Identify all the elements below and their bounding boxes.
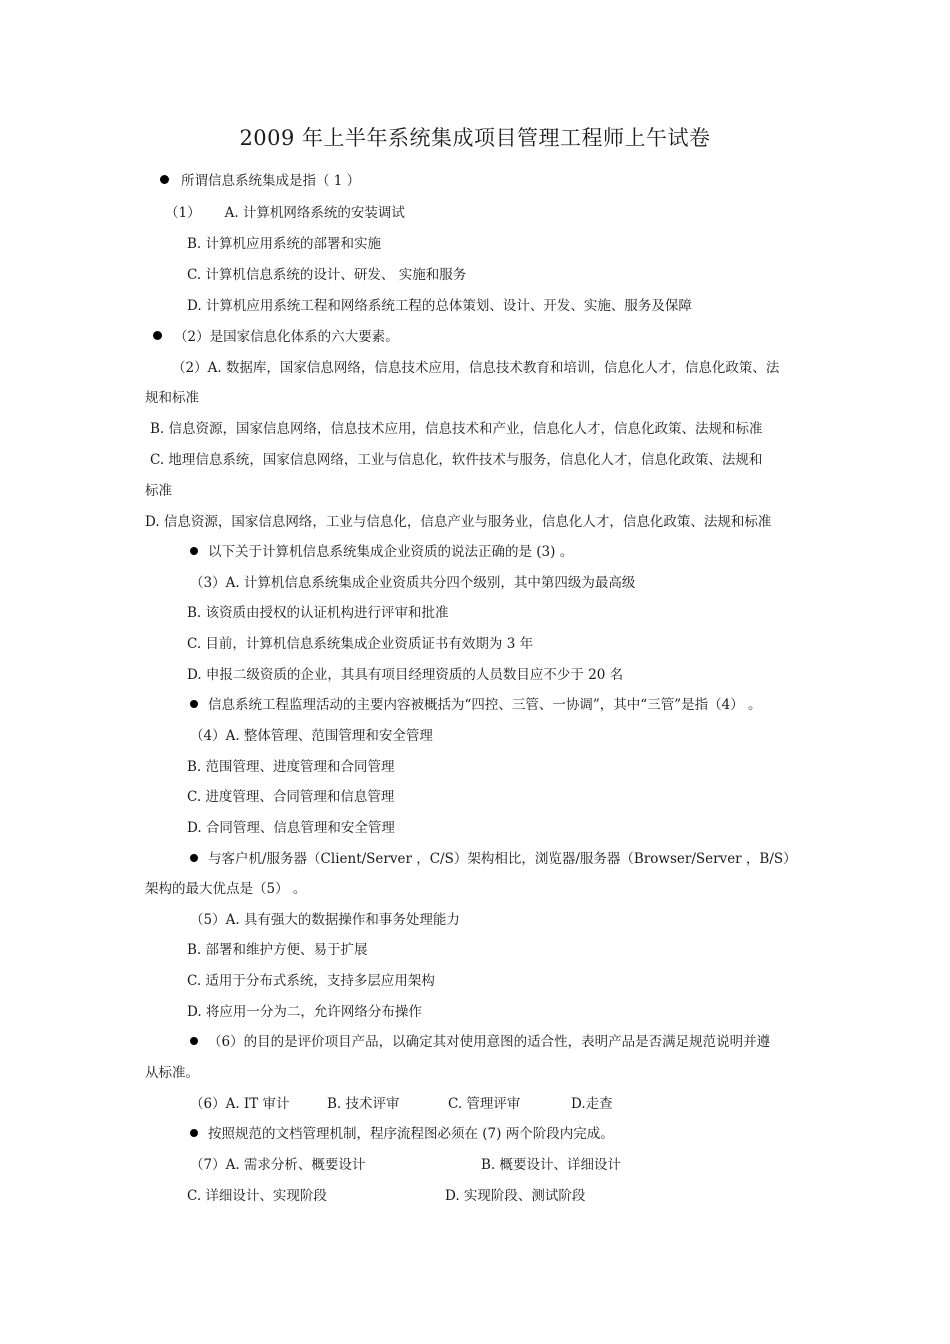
option-6d: D.走查	[571, 1096, 613, 1112]
option-5b: B. 部署和维护方便、易于扩展	[187, 942, 368, 958]
bullet-icon	[190, 547, 198, 555]
option-2c: C. 地理信息系统，国家信息网络，工业与信息化，软件技术与服务，信息化人才，信息化政策、法规和	[150, 452, 763, 468]
option-4c: C. 进度管理、合同管理和信息管理	[187, 789, 395, 805]
option-2a-cont: 规和标准	[145, 390, 199, 406]
option-2c-cont: 标准	[145, 483, 172, 499]
option-2b: B. 信息资源，国家信息网络，信息技术应用，信息技术和产业，信息化人才，信息化政策、法规和标准	[150, 421, 763, 437]
question-4	[190, 695, 762, 715]
option-1d: D. 计算机应用系统工程和网络系统工程的总体策划、设计、开发、实施、服务及保障	[187, 298, 692, 314]
bullet-icon	[190, 854, 198, 862]
question-2-text: （2）是国家信息化体系的六大要素。	[174, 329, 399, 345]
option-1a	[165, 203, 405, 223]
option-7d: D. 实现阶段、测试阶段	[445, 1188, 586, 1204]
option-1c: C. 计算机信息系统的设计、研发、 实施和服务	[187, 267, 467, 283]
question-7	[190, 1124, 614, 1144]
option-2a: （2）A. 数据库，国家信息网络，信息技术应用，信息技术教育和培训，信息化人才，信息化政策、法	[172, 360, 780, 376]
option-5d: D. 将应用一分为二，允许网络分布操作	[187, 1004, 422, 1020]
option-7b: B. 概要设计、详细设计	[481, 1157, 622, 1173]
option-3b: B. 该资质由授权的认证机构进行评审和批准	[187, 605, 449, 621]
question-1-text: 所谓信息系统集成是指（ 1 ）	[181, 173, 361, 189]
option-2d: D. 信息资源，国家信息网络，工业与信息化，信息产业与服务业，信息化人才，信息化政策、法规和标准	[145, 514, 772, 530]
option-3a: （3）A. 计算机信息系统集成企业资质共分四个级别，其中第四级为最高级	[190, 575, 636, 591]
question-number: （1）	[165, 205, 201, 221]
option-4b: B. 范围管理、进度管理和合同管理	[187, 759, 395, 775]
option-7c: C. 详细设计、实现阶段	[187, 1188, 327, 1204]
option-6a: （6）A. IT 审计	[190, 1096, 290, 1112]
option-7a: （7）A. 需求分析、概要设计	[190, 1157, 366, 1173]
bullet-icon	[153, 331, 162, 340]
question-5-text: 与客户机/服务器（Client/Server ，C/S）架构相比，浏览器/服务器（Browser/Server ，B/S）	[208, 851, 797, 867]
option-text: A. 计算机网络系统的安装调试	[224, 205, 405, 221]
question-6-text: （6）的目的是评价项目产品，以确定其对使用意图的适合性，表明产品是否满足规范说明并遵	[208, 1034, 771, 1050]
bullet-icon	[160, 175, 169, 184]
question-7-text: 按照规范的文档管理机制，程序流程图必须在 (7) 两个阶段内完成。	[208, 1126, 614, 1142]
question-4-text: 信息系统工程监理活动的主要内容被概括为“四控、三管、一协调”，其中“三管”是指（4） 。	[208, 697, 762, 713]
question-6	[190, 1032, 770, 1052]
option-4a: （4）A. 整体管理、范围管理和安全管理	[190, 728, 433, 744]
question-5-cont: 架构的最大优点是（5） 。	[145, 881, 307, 897]
bullet-icon	[190, 1037, 198, 1045]
question-6-cont: 从标准。	[145, 1065, 199, 1081]
question-2	[153, 327, 399, 347]
option-4d: D. 合同管理、信息管理和安全管理	[187, 820, 395, 836]
question-1	[160, 171, 360, 191]
option-6b: B. 技术评审	[327, 1096, 400, 1112]
option-6c: C. 管理评审	[448, 1096, 521, 1112]
option-3c: C. 目前，计算机信息系统集成企业资质证书有效期为 3 年	[187, 636, 534, 652]
option-5a: （5）A. 具有强大的数据操作和事务处理能力	[190, 912, 460, 928]
bullet-icon	[190, 1129, 198, 1137]
question-3	[190, 542, 573, 562]
option-1b: B. 计算机应用系统的部署和实施	[187, 236, 382, 252]
question-5	[190, 849, 797, 869]
option-3d: D. 申报二级资质的企业，其具有项目经理资质的人员数目应不少于 20 名	[187, 667, 624, 683]
option-5c: C. 适用于分布式系统，支持多层应用架构	[187, 973, 435, 989]
page-title: 2009 年上半年系统集成项目管理工程师上午试卷	[239, 126, 711, 150]
question-3-text: 以下关于计算机信息系统集成企业资质的说法正确的是 (3) 。	[208, 544, 574, 560]
bullet-icon	[190, 700, 198, 708]
